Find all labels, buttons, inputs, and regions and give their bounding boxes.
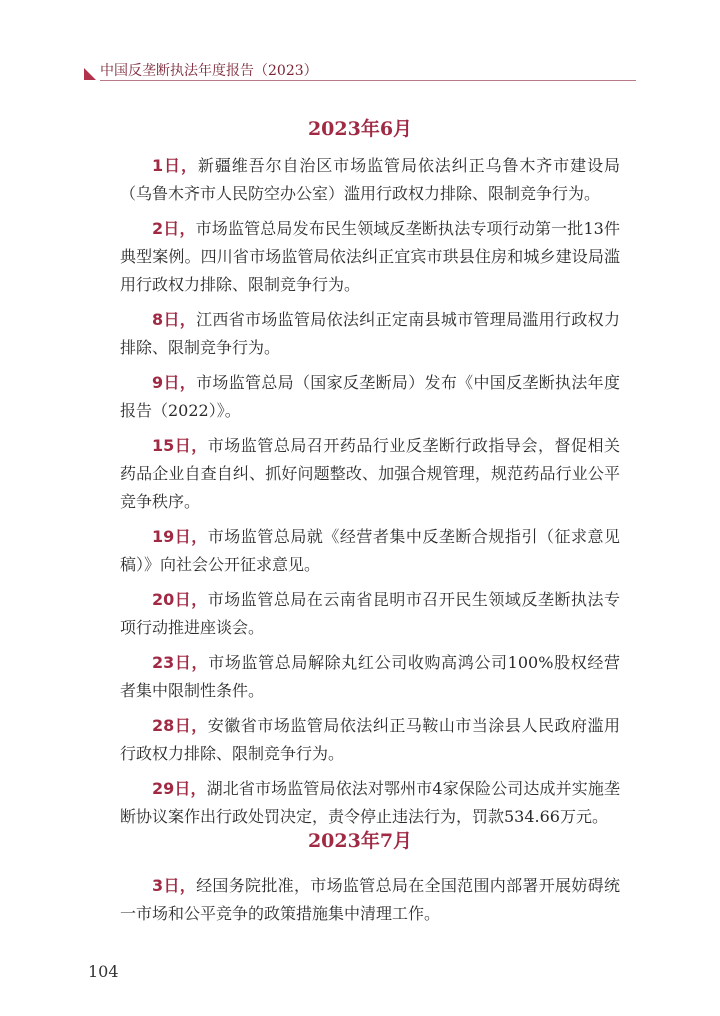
chronicle-entry [120, 775, 620, 831]
entry-text: 市场监管总局（国家反垄断局）发布《中国反垄断执法年度报告（2022）》。 [120, 373, 620, 420]
entry-text: 市场监管总局解除丸红公司收购高鸿公司100%股权经营者集中限制性条件。 [120, 653, 620, 700]
entry-day: 8日， [152, 310, 197, 329]
chronicle-entry [120, 306, 620, 362]
entry-text: 安徽省市场监管局依法纠正马鞍山市当涂县人民政府滥用行政权力排除、限制竞争行为。 [120, 716, 620, 763]
chronicle-entry [120, 152, 620, 208]
entry-day: 23日， [152, 653, 209, 672]
entry-day: 9日， [152, 373, 197, 392]
entries-june [120, 152, 620, 838]
entry-day: 29日， [152, 779, 207, 798]
entry-day: 3日， [152, 876, 197, 895]
entry-day: 2日， [152, 219, 196, 238]
month-heading-july: 2023年7月 [307, 830, 413, 852]
entry-text: 市场监管总局发布民生领域反垄断执法专项行动第一批13件典型案例。四川省市场监管局依法纠正宜宾市珙县住房和城乡建设局滥用行政权力排除、限制竞争行为。 [120, 219, 620, 294]
entries-july [120, 872, 620, 935]
entry-text: 江西省市场监管局依法纠正定南县城市管理局滥用行政权力排除、限制竞争行为。 [120, 310, 620, 357]
chronicle-entry [120, 523, 620, 579]
chronicle-entry [120, 649, 620, 705]
entry-text: 湖北省市场监管局依法对鄂州市4家保险公司达成并实施垄断协议案作出行政处罚决定，责令停止违法行为，罚款534.66万元。 [120, 779, 620, 826]
entry-text: 经国务院批准，市场监管总局在全国范围内部署开展妨碍统一市场和公平竞争的政策措施集中清理工作。 [120, 876, 620, 923]
entry-text: 新疆维吾尔自治区市场监管局依法纠正乌鲁木齐市建设局（乌鲁木齐市人民防空办公室）滥用行政权力排除、限制竞争行为。 [120, 156, 620, 203]
entry-text: 市场监管总局就《经营者集中反垄断合规指引（征求意见稿）》向社会公开征求意见。 [120, 527, 620, 574]
entry-day: 28日， [152, 716, 208, 735]
chronicle-entry [120, 215, 620, 299]
header-corner-mark-icon [84, 68, 96, 80]
entry-day: 15日， [152, 436, 208, 455]
chronicle-entry [120, 369, 620, 425]
month-heading-june: 2023年6月 [307, 118, 413, 140]
chronicle-entry [120, 712, 620, 768]
entry-text: 市场监管总局在云南省昆明市召开民生领域反垄断执法专项行动推进座谈会。 [120, 590, 620, 637]
header-title: 中国反垄断执法年度报告（2023） [100, 63, 318, 79]
entry-day: 20日， [152, 590, 208, 609]
entry-text: 市场监管总局召开药品行业反垄断行政指导会，督促相关药品企业自查自纠、抓好问题整改、加强合规管理，规范药品行业公平竞争秩序。 [120, 436, 620, 511]
chronicle-entry [120, 432, 620, 516]
entry-day: 19日， [152, 527, 208, 546]
chronicle-entry [120, 872, 620, 928]
header-rule [100, 80, 636, 81]
chronicle-entry [120, 586, 620, 642]
page-number: 104 [88, 962, 119, 981]
entry-day: 1日， [152, 156, 198, 175]
